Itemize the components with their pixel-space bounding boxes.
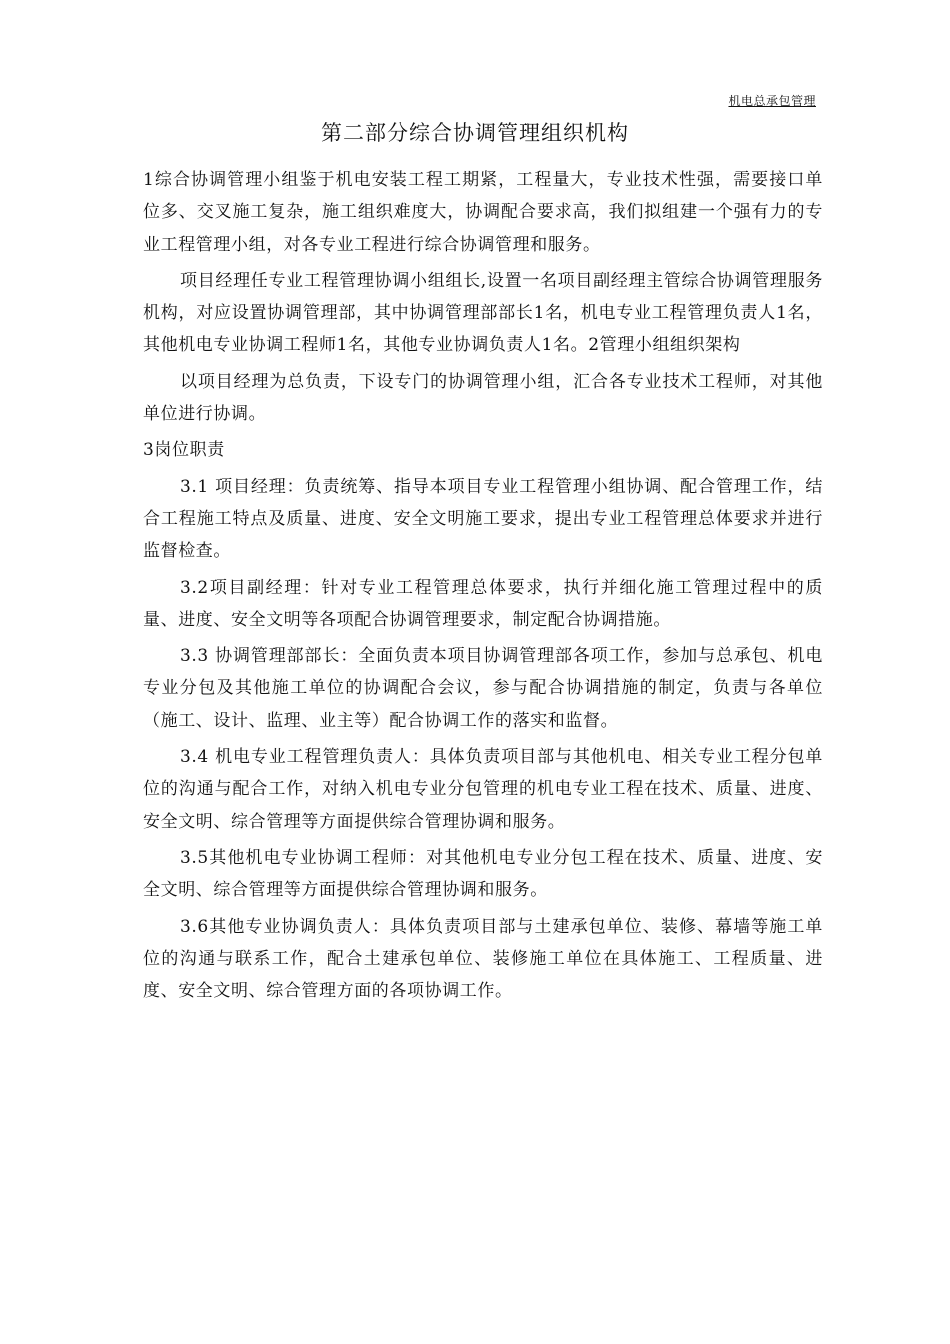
paragraph-intro: 1综合协调管理小组鉴于机电安装工程工期紧，工程量大，专业技术性强，需要接口单位多、交叉施工复杂，施工组织难度大，协调配合要求高，我们拟组建一个强有力的专业工程管理小组，对各专业工程进行综合协调管理和服务。: [143, 170, 823, 255]
document-body: [143, 164, 823, 1007]
header-note: 机电总承包管理: [728, 94, 816, 108]
paragraph-duty-3-1: 3.1 项目经理：负责统筹、指导本项目专业工程管理小组协调、配合管理工作，结合工程施工特点及质量、进度、安全文明施工要求，提出专业工程管理总体要求并进行监督检查。: [143, 476, 823, 562]
section-heading-duties: 3岗位职责: [143, 440, 225, 461]
paragraph-duty-3-4: 3.4 机电专业工程管理负责人：具体负责项目部与其他机电、相关专业工程分包单位的沟通与配合工作，对纳入机电专业分包管理的机电专业工程在技术、质量、进度、安全文明、综合管理等方面提供综合管理协调和服务。: [143, 747, 823, 832]
document-title: 第二部分综合协调管理组织机构: [321, 121, 629, 145]
paragraph-duty-3-5: 3.5其他机电专业协调工程师：对其他机电专业分包工程在技术、质量、进度、安全文明、综合管理等方面提供综合管理协调和服务。: [143, 847, 823, 901]
paragraph-duty-3-6: 3.6其他专业协调负责人：具体负责项目部与土建承包单位、装修、幕墙等施工单位的沟通与联系工作，配合土建承包单位、装修施工单位在具体施工、工程质量、进度、安全文明、综合管理方面的各项协调工作。: [143, 916, 823, 1002]
paragraph-organization: 项目经理任专业工程管理协调小组组长,设置一名项目副经理主管综合协调管理服务机构，对应设置协调管理部，其中协调管理部部长1名，机电专业工程管理负责人1名，其他机电专业协调工程师1名，其他专业协调负责人1名。2管理小组组织架构: [143, 270, 823, 356]
paragraph-duty-3-3: 3.3 协调管理部部长：全面负责本项目协调管理部各项工作，参加与总承包、机电专业分包及其他施工单位的协调配合会议，参与配合协调措施的制定，负责与各单位（施工、设计、监理、业主等）配合协调工作的落实和监督。: [143, 646, 823, 731]
paragraph-duty-3-2: 3.2项目副经理：针对专业工程管理总体要求，执行并细化施工管理过程中的质量、进度、安全文明等各项配合协调管理要求，制定配合协调措施。: [143, 577, 823, 630]
paragraph-structure: 以项目经理为总负责，下设专门的协调管理小组，汇合各专业技术工程师，对其他单位进行协调。: [143, 371, 823, 425]
